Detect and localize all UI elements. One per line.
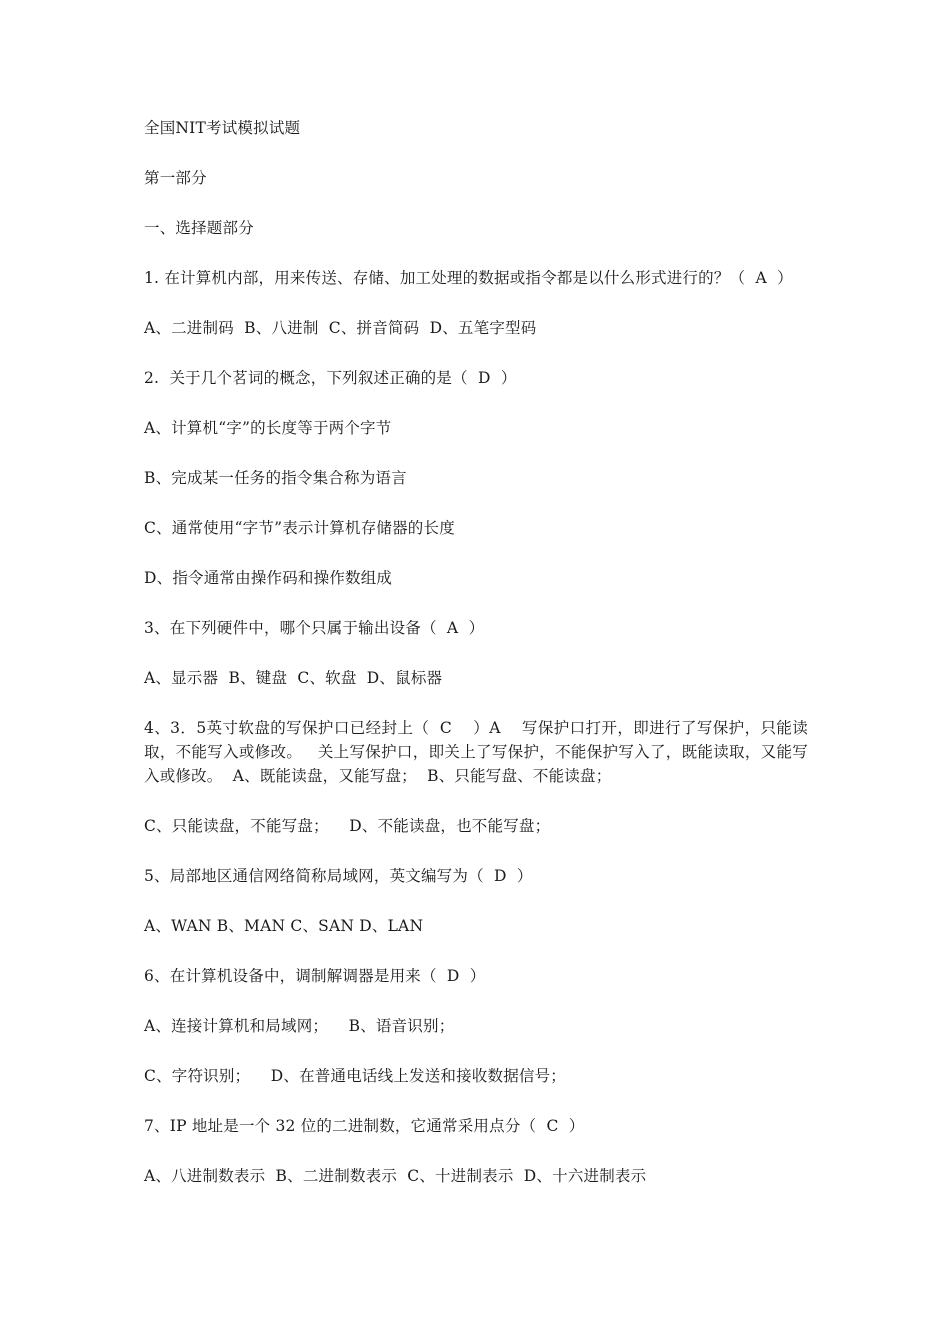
section-heading: 一、选择题部分 bbox=[144, 219, 254, 237]
document-page bbox=[144, 116, 808, 1214]
option-2c: C、通常使用“字节”表示计算机存储器的长度 bbox=[144, 519, 455, 537]
question-4: 4、3．5英寸软盘的写保护口已经封上（ C ）A 写保护口打开，即进行了写保护，只能读取，不能写入或修改。 关上写保护口，即关上了写保护，不能保护写入了，既能读取，又能写入或修改。 A、既能读盘，又能写盘； B、只能写盘、不能读盘； bbox=[144, 719, 808, 785]
question-1: 1. 在计算机内部，用来传送、存储、加工处理的数据或指令都是以什么形式进行的？（ A ） bbox=[144, 269, 793, 287]
option-2b: B、完成某一任务的指令集合称为语言 bbox=[144, 469, 407, 487]
question-6: 6、在计算机设备中，调制解调器是用来（ D ） bbox=[144, 967, 486, 985]
option-2d: D、指令通常由操作码和操作数组成 bbox=[144, 569, 393, 587]
options-4: C、只能读盘，不能写盘； D、不能读盘，也不能写盘； bbox=[144, 817, 551, 835]
options-7: A、八进制数表示 B、二进制数表示 C、十进制表示 D、十六进制表示 bbox=[144, 1167, 647, 1185]
options-6-cd: C、字符识别； D、在普通电话线上发送和接收数据信号； bbox=[144, 1067, 566, 1085]
part-heading: 第一部分 bbox=[144, 169, 207, 187]
document-title: 全国NIT考试模拟试题 bbox=[144, 119, 301, 137]
options-6-ab: A、连接计算机和局域网； B、语音识别； bbox=[144, 1017, 455, 1035]
options-5: A、WAN B、MAN C、SAN D、LAN bbox=[144, 917, 424, 935]
question-3: 3、在下列硬件中，哪个只属于输出设备（ A ） bbox=[144, 619, 485, 637]
options-3: A、显示器 B、键盘 C、软盘 D、鼠标器 bbox=[144, 669, 443, 687]
question-2: 2. 关于几个茗词的概念，下列叙述正确的是（ D ） bbox=[144, 369, 517, 387]
option-2a: A、计算机“字”的长度等于两个字节 bbox=[144, 419, 392, 437]
question-7: 7、IP 地址是一个 32 位的二进制数，它通常采用点分（ C ） bbox=[144, 1117, 585, 1135]
options-1: A、二进制码 B、八进制 C、拼音简码 D、五笔字型码 bbox=[144, 319, 537, 337]
question-5: 5、局部地区通信网络简称局域网，英文编写为（ D ） bbox=[144, 867, 533, 885]
